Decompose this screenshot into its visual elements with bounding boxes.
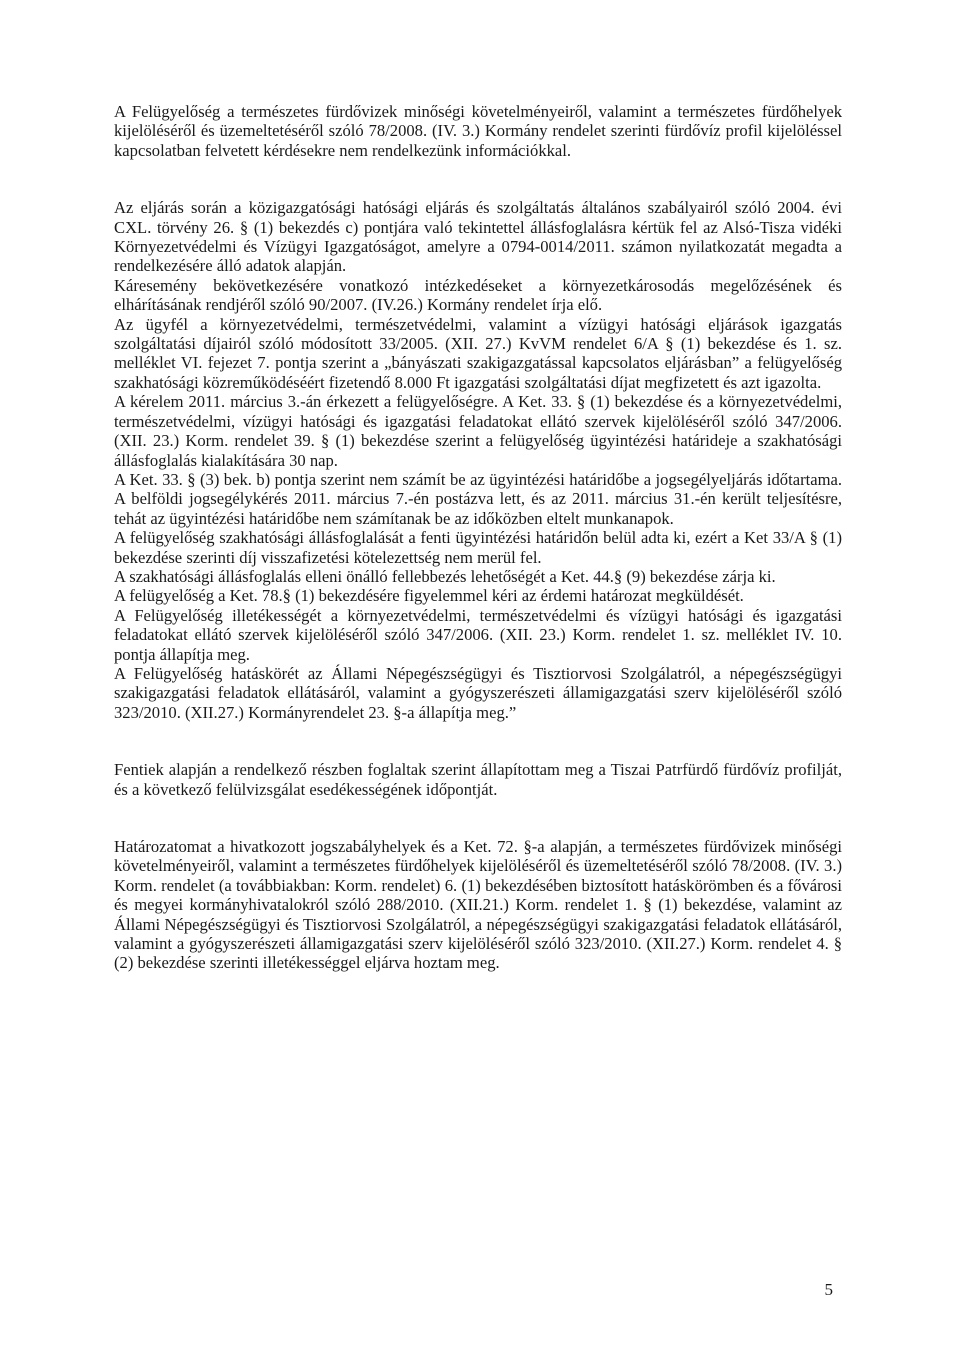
paragraph-eljaras-allasfoglalas: Az eljárás során a közigazgatósági hatósági eljárás és szolgáltatás általános szabályairól szóló 2004. évi CXL. törvény 26. § (1) bekezdés c) pontjára való tekintettel állásfoglalásra kértük fel az Alsó-Tisza vidéki Környezetvédelmi és Vízügyi Igazgatóságot, amelyre a 0794-0014/2011. számon nyilatkozatát megadta a rendelkezésére álló adatok alapján. bbox=[114, 198, 842, 276]
paragraph-fellebbezes: A szakhatósági állásfoglalás elleni önálló fellebbezés lehetőségét a Ket. 44.§ (9) bekezdése zárja ki. bbox=[114, 566, 776, 586]
paragraph-dij-visszafizetes: A felügyelőség szakhatósági állásfoglalását a fenti ügyintézési határidőn belül adta ki, ezért a Ket 33/A § (1) bekezdése szerinti díj visszafizetési kötelezettség nem merül fel. bbox=[114, 528, 842, 567]
page-number: 5 bbox=[824, 1280, 833, 1299]
document-body bbox=[114, 102, 842, 973]
paragraph-jogsegelyeljaras: A Ket. 33. § (3) bek. b) pontja szerint nem számít be az ügyintézési határidőbe a jogsegélyeljárás időtartama. A belföldi jogsegélykérés 2011. március 7.-én postázva lett, és az 2011. március 31.-én került teljesítésre, tehát az ügyintézési határidőbe nem számítanak be az időközben eltelt munkanapok. bbox=[114, 469, 842, 528]
paragraph-illetekesseg: A Felügyelőség illetékességét a környezetvédelmi, természetvédelmi és vízügyi hatósági és igazgatási feladatokat ellátó szervek kijelöléséről szóló 347/2006. (XII. 23.) Korm. rendelet 1. sz. melléklet IV. 10. pontja állapítja meg. bbox=[114, 605, 842, 664]
paragraph-fürdővíz-profil: A Felügyelőség a természetes fürdővizek minőségi követelményeiről, valamint a természetes fürdőhelyek kijelöléséről és üzemeltetéséről szóló 78/2008. (IV. 3.) Kormány rendelet szerinti fürdővíz profil kijelöléssel kapcsolatban felvetett kérdésekre nem rendelkezünk információkkal. bbox=[114, 102, 842, 160]
paragraph-fentiek-alapjan: Fentiek alapján a rendelkező részben foglaltak szerint állapítottam meg a Tiszai Patrfürdő fürdővíz profilját, és a következő felülvizsgálat esedékességének időpontját. bbox=[114, 760, 842, 799]
paragraph-igazgatasi-dij: Az ügyfél a környezetvédelmi, természetvédelmi, valamint a vízügyi hatósági eljárások igazgatás szolgáltatási díjairól szóló módosított 33/2005. (XII. 27.) KvVM rendelet 6/A § (1) bekezdése és 1. sz. melléklet VI. fejezet 7. pontja szerint a „bányászati szakigazgatással kapcsolatos eljárásban” a felügyelőség szakhatósági közreműködéséért fizetendő 8.000 Ft igazgatási szolgáltatási díjat megfizetett és azt igazolta. bbox=[114, 314, 842, 392]
paragraph-kerelem-hatarido: A kérelem 2011. március 3.-án érkezett a felügyelőségre. A Ket. 33. § (1) bekezdése és a környezetvédelmi, természetvédelmi, vízügyi hatósági és igazgatási feladatokat ellátó szervek kijelöléséről szóló 347/2006. (XII. 23.) Korm. rendelet 39. § (1) bekezdése szerint a felügyelőség ügyintézési határideje a szakhatósági állásfoglalás kialakítására 30 nap. bbox=[114, 392, 842, 470]
paragraph-karesemeny: Káresemény bekövetkezésére vonatkozó intézkedéseket a környezetkárosodás megelőzésének és elhárításának rendjéről szóló 90/2007. (IV.26.) Kormány rendelet írja elő. bbox=[114, 275, 842, 315]
paragraph-hatarozat-megkuldes: A felügyelőség a Ket. 78.§ (1) bekezdésére figyelemmel kéri az érdemi határozat megküldését. bbox=[114, 586, 744, 606]
paragraph-hataskor: A Felügyelőség hatáskörét az Állami Népegészségügyi és Tisztiorvosi Szolgálatról, a népegészségügyi szakigazgatási feladatok ellátásáról, valamint a gyógyszerészeti államigazgatási szerv kijelöléséről szóló 323/2010. (XII.27.) Kormányrendelet 23. §-a állapítja meg.” bbox=[114, 663, 842, 722]
paragraph-hatarozatomat: Határozatomat a hivatkozott jogszabályhelyek és a Ket. 72. §-a alapján, a természetes fürdővizek minőségi követelményeiről, valamint a természetes fürdőhelyek kijelöléséről és üzemeltetéséről szóló 78/2008. (IV. 3.) Korm. rendelet (a továbbiakban: Korm. rendelet) 6. (1) bekezdésében biztosított hatáskörömben és a fővárosi és megyei kormányhivatalokról szóló 288/2010. (XII.21.) Korm. rendelet 1. § (1) bekezdése, valamint az Állami Népegészségügyi és Tisztiorvosi Szolgálatról, a népegészségügyi szakigazgatási feladatok ellátásáról, valamint a gyógyszerészeti államigazgatási szerv kijelöléséről szóló 323/2010. (XII.27.) Korm. rendelet 4. § (2) bekezdése szerinti illetékességgel eljárva hoztam meg. bbox=[114, 837, 842, 973]
